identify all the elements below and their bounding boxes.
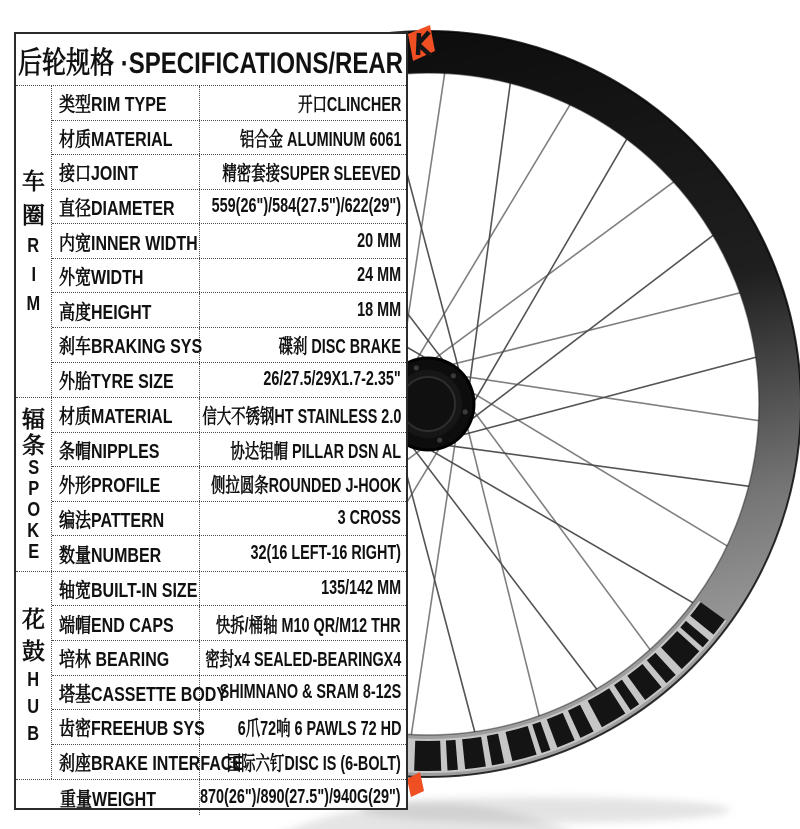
group-cjk-char: 车 <box>22 168 45 195</box>
group-latin-char: R <box>27 235 40 258</box>
group-label-spoke <box>16 398 52 571</box>
spec-label-cell <box>52 190 200 224</box>
spec-value-cell <box>200 190 406 224</box>
spec-table <box>14 32 408 810</box>
spec-value-cell <box>200 363 406 398</box>
spec-label: 塔基CASSETTE BODY <box>59 683 228 706</box>
spec-value: 侧拉圆条ROUNDED J-HOOK <box>210 475 401 498</box>
spoke <box>453 381 733 550</box>
group-latin-char: S <box>28 456 39 479</box>
spec-row <box>52 328 406 363</box>
weight-label: 重量WEIGHT <box>59 789 156 812</box>
group-cjk-char: 鼓 <box>22 638 45 665</box>
spec-label: 端帽END CAPS <box>59 614 174 637</box>
spec-label-cell <box>52 86 200 120</box>
spec-row <box>52 86 406 121</box>
spec-value: 18 MM <box>356 298 401 321</box>
spec-label-cell <box>52 641 200 675</box>
rim-reflection <box>76 824 780 829</box>
spec-row <box>52 259 406 294</box>
hub-bolt <box>463 409 468 414</box>
spec-row <box>52 433 406 468</box>
spec-body <box>16 86 406 780</box>
section-rows <box>52 572 406 779</box>
spec-value-cell <box>200 502 406 536</box>
group-latin-char: P <box>28 477 39 500</box>
spec-label-cell <box>52 572 200 606</box>
spec-label: 刹座BRAKE INTERFACE <box>59 753 244 776</box>
spec-label: 外宽WIDTH <box>59 267 144 290</box>
spec-label-cell <box>52 328 203 362</box>
hub-bolt <box>414 365 419 370</box>
spec-row <box>52 572 406 607</box>
section-spoke <box>16 398 406 572</box>
spec-label: 类型RIM TYPE <box>59 94 167 117</box>
section-rim <box>16 86 406 398</box>
spec-row <box>52 502 406 537</box>
hub-disc-mount <box>401 377 455 431</box>
group-latin-char: B <box>27 723 40 746</box>
spec-value-cell <box>200 86 406 120</box>
table-title-text: 后轮规格 ·SPECIFICATIONS/REAR <box>18 46 404 80</box>
spec-label-cell <box>52 502 200 536</box>
group-latin-char: E <box>28 540 39 563</box>
spec-value: 26/27.5/29X1.7-2.35" <box>263 368 401 391</box>
spec-label-cell <box>52 606 200 640</box>
spec-row <box>52 710 406 745</box>
group-latin-char: O <box>27 498 40 521</box>
spec-value-cell <box>200 259 406 293</box>
spoke <box>416 178 679 372</box>
spec-value: 20 MM <box>356 229 401 252</box>
section-rows <box>52 398 406 571</box>
spec-value: 碟刹 DISC BRAKE <box>278 336 401 359</box>
spec-label: 材质MATERIAL <box>59 128 173 151</box>
spec-value: 精密套接SUPER SLEEVED <box>222 163 401 186</box>
spec-label: 外形PROFILE <box>59 475 161 498</box>
spec-label: 外胎TYRE SIZE <box>59 371 174 394</box>
spec-value-cell <box>200 745 406 780</box>
spec-label-cell <box>52 467 200 501</box>
spec-row <box>52 293 406 328</box>
group-latin-char: K <box>27 519 40 542</box>
group-latin-char: I <box>31 264 36 287</box>
spec-label-cell <box>52 155 200 189</box>
weight-value-cell <box>200 780 406 815</box>
spec-value: 铝合金 ALUMINUM 6061 <box>239 128 401 151</box>
section-hub <box>16 572 406 780</box>
spec-row <box>52 224 406 259</box>
spec-label: 材质MATERIAL <box>59 406 173 429</box>
spec-value-cell <box>200 467 406 501</box>
weight-row <box>16 780 406 815</box>
group-cjk-char: 辐 <box>22 405 45 432</box>
spec-label: 接口JOINT <box>59 163 139 186</box>
spoke <box>405 99 574 379</box>
spec-value: SHIMNANO & SRAM 8-12S <box>219 680 401 703</box>
spec-value: 开口CLINCHER <box>297 94 401 117</box>
spec-value: 6爪72响 6 PAWLS 72 HD <box>237 718 401 741</box>
spoke <box>410 418 459 741</box>
spec-label-cell <box>52 710 205 744</box>
spec-row <box>52 155 406 190</box>
spec-label-cell <box>52 433 200 467</box>
spec-value: 密封x4 SEALED-BEARINGX4 <box>204 649 401 672</box>
weight-value: 870(26")/890(27.5")/940G(29") <box>200 786 401 809</box>
spec-label: 刹车BRAKING SYS <box>59 336 203 359</box>
spec-value-cell <box>200 606 406 640</box>
spec-value: 559(26")/584(27.5")/622(29") <box>211 194 401 217</box>
section-rows <box>52 86 406 397</box>
spec-row <box>52 536 406 571</box>
group-label-rim <box>16 86 52 397</box>
spec-value: 国际六钉DISC IS (6-BOLT) <box>226 753 401 776</box>
spec-label: 直径DIAMETER <box>59 197 175 220</box>
spec-row <box>52 467 406 502</box>
spec-label: 培林 BEARING <box>59 649 170 672</box>
spec-value: 协达铝帽 PILLAR DSN AL <box>230 440 401 463</box>
spec-label-cell <box>52 676 228 710</box>
spec-label-cell <box>52 259 200 293</box>
group-cjk-char: 圈 <box>22 202 45 229</box>
spec-label: 条帽NIPPLES <box>59 440 160 463</box>
spec-label-cell <box>52 121 200 155</box>
spec-label-cell <box>52 224 200 258</box>
spec-row <box>52 363 406 398</box>
group-label-hub <box>16 572 52 779</box>
spec-value-cell <box>200 641 406 675</box>
group-latin-char: U <box>27 696 40 719</box>
spec-row <box>52 121 406 156</box>
spec-row <box>52 745 406 780</box>
spec-value: 信大不锈钢HT STAINLESS 2.0 <box>202 406 401 429</box>
spec-value-cell <box>200 536 406 571</box>
spec-label-cell <box>52 745 244 780</box>
spec-label: 齿密FREEHUB SYS <box>59 718 205 741</box>
spec-value: 135/142 MM <box>320 577 401 600</box>
table-title <box>16 34 406 86</box>
spec-row <box>52 606 406 641</box>
group-cjk-char: 条 <box>22 431 45 458</box>
hub-bolt <box>451 373 456 378</box>
spoke <box>460 392 654 655</box>
spoke <box>448 356 762 439</box>
spec-label-cell <box>52 293 200 327</box>
spec-label-cell <box>52 536 200 571</box>
spec-label-cell <box>52 363 200 398</box>
spec-row <box>52 190 406 225</box>
spec-value-cell <box>200 293 406 327</box>
spec-value-cell <box>200 710 406 744</box>
group-latin-char: H <box>27 669 40 692</box>
spec-label-cell <box>52 398 200 432</box>
spec-row <box>52 398 406 433</box>
spec-value-cell <box>200 398 406 432</box>
spec-label: 轴宽BUILT-IN SIZE <box>59 580 198 603</box>
spec-value: 32(16 LEFT-16 RIGHT) <box>250 542 401 565</box>
spec-row <box>52 641 406 676</box>
spec-value-cell <box>200 676 406 710</box>
spec-value-cell <box>200 155 406 189</box>
spec-value-cell <box>200 433 406 467</box>
spec-value-cell <box>200 572 406 606</box>
hub-bolt <box>437 438 442 443</box>
spec-value-cell <box>200 224 406 258</box>
spec-row <box>52 676 406 711</box>
spec-value: 24 MM <box>356 264 401 287</box>
spec-label: 数量NUMBER <box>59 545 162 568</box>
spec-value-cell <box>200 121 406 155</box>
group-cjk-char: 花 <box>22 606 45 633</box>
spec-value-cell <box>200 328 406 362</box>
weight-label-cell <box>16 780 200 815</box>
group-latin-char: M <box>26 293 41 316</box>
spec-label: 内宽INNER WIDTH <box>59 232 198 255</box>
spec-value: 快拆/桶轴 M10 QR/M12 THR <box>216 614 401 637</box>
spec-label: 高度HEIGHT <box>59 301 152 324</box>
spec-label: 编法PATTERN <box>59 510 165 533</box>
spec-value: 3 CROSS <box>337 507 401 530</box>
